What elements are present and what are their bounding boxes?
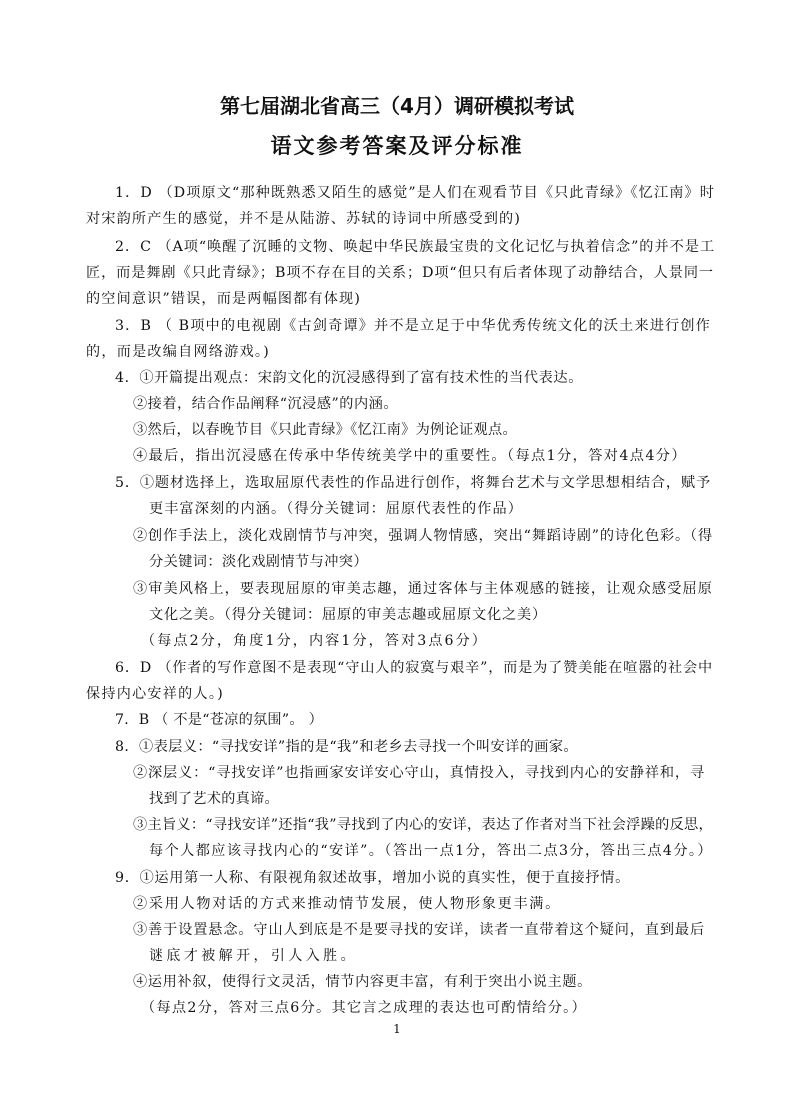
- answer-line: ③审美风格上，要表现屈原的审美志趣，通过客体与主体观感的链接，让观众感受屈原: [133, 581, 713, 597]
- answer-line: 更丰富深刻的内涵。（得分关键词：屈原代表性的作品）: [149, 501, 524, 517]
- answer-line: ②接着，结合作品阐释“沉浸感”的内涵。: [133, 396, 398, 412]
- answer-line: ③善于设置悬念。守山人到底是不是要寻找的安详，读者一直带着这个疑问，直到最后: [133, 922, 706, 938]
- answer-line: 8．①表层义：“寻找安详”指的是“我”和老乡去寻找一个叫安详的画家。: [115, 739, 579, 755]
- answer-line: 分关键词：淡化戏剧情节与冲突）: [149, 554, 368, 570]
- answer-line: （每点2分，角度1分，内容1分，答对3点6分）: [141, 633, 489, 649]
- answer-line: 3．B （ B项中的电视剧《古剑奇谭》并不是立足于中华优秀传统文化的沃土来进行创作: [115, 318, 711, 334]
- answer-line: 4．①开篇提出观点：宋韵文化的沉浸感得到了富有技术性的当代表达。: [115, 370, 584, 386]
- answer-line: ④最后，指出沉浸感在传承中华传统美学中的重要性。（每点1分，答对4点4分）: [133, 448, 687, 464]
- page-number: 1: [393, 1022, 401, 1036]
- answer-line: ②采用人物对话的方式来推动情节发展，使人物形象更丰满。: [133, 896, 562, 912]
- page-subtitle: 语文参考答案及评分标准: [270, 133, 524, 158]
- answer-line: 1．D （D项原文“那种既熟悉又陌生的感觉”是人们在观看节目《只此青绿》《忆江南》时: [115, 185, 716, 201]
- answer-line: 匠，而是舞剧《只此青绿》；B项不存在目的关系；D项“但只有后者体现了动静结合，人景同一: [86, 265, 715, 281]
- answer-line: 的，而是改编自网络游戏。): [86, 344, 271, 360]
- answer-line: 对宋韵所产生的感觉，并不是从陆游、苏轼的诗词中所感受到的): [86, 211, 522, 227]
- answer-line: 文化之美。（得分关键词：屈原的审美志趣或屈原文化之美）: [149, 607, 548, 623]
- answer-line: 9．①运用第一人称、有限视角叙述故事，增加小说的真实性，便于直接抒情。: [115, 870, 630, 886]
- answer-line: 5．①题材选择上，选取屈原代表性的作品进行创作，将舞台艺术与文学思想相结合，赋予: [115, 475, 711, 491]
- answer-line: 6．D （作者的写作意图不是表现“守山人的寂寞与艰辛”，而是为了赞美能在喧嚣的社会中: [115, 660, 714, 676]
- answer-line: ②深层义：“寻找安详”也指画家安详安心守山，真情投入，寻找到内心的安静祥和，寻: [133, 765, 705, 781]
- answer-line: ③然后，以春晚节目《只此青绿》《忆江南》为例论证观点。: [133, 422, 518, 438]
- answer-line: ③主旨义：“寻找安详”还指“我”寻找到了内心的安详，表达了作者对当下社会浮躁的反思，: [133, 817, 713, 833]
- answer-line: ④运用补叙，使得行文灵活，情节内容更丰富，有利于突出小说主题。: [133, 974, 592, 990]
- answer-line: 的空间意识”错误，而是两幅图都有体现): [86, 291, 362, 307]
- answer-line: 找到了艺术的真谛。: [149, 791, 279, 807]
- answer-line: ②创作手法上，淡化戏剧情节与冲突，强调人物情感，突出“舞蹈诗剧”的诗化色彩。（得: [133, 528, 713, 544]
- answer-line: 谜底才被解开，引人入胜。: [149, 948, 359, 964]
- answer-line: 2．C （A项“唤醒了沉睡的文物、唤起中华民族最宝贵的文化记忆与执着信念”的并不是工: [115, 239, 716, 255]
- page-title: 第七届湖北省高三（4月）调研模拟考试: [220, 94, 574, 118]
- answer-line: （每点2分，答对三点6分。其它言之成理的表达也可酌情给分。）: [141, 1000, 587, 1016]
- answer-line: 7．B （ 不是“苍凉的氛围”。 ）: [115, 712, 324, 728]
- answer-line: 每个人都应该寻找内心的“安详”。（答出一点1分，答出二点3分，答出三点4分。）: [149, 843, 714, 859]
- answer-line: 保持内心安祥的人。): [86, 686, 225, 702]
